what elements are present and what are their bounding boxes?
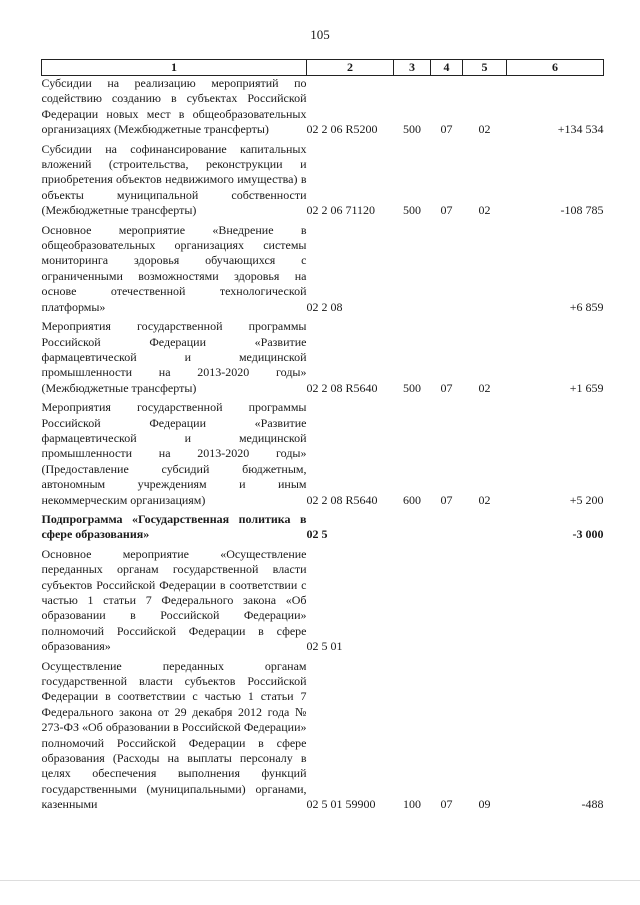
header-col-5: 5 [463,60,507,76]
row-code: 02 5 [306,527,328,542]
row-name: Субсидии на софинансирование капитальных вложений (строительства, реконструкции и приобретения объектов недвижимого имущества) в объекты муниципальной собственности (Межбюджетные трансферты) [41,141,307,218]
row-name: Мероприятия государственной программы Российской Федерации «Развитие фармацевтической и медицинской промышленности на 2013-2020 годы» (Межбюджетные трансферты) [41,319,307,395]
row-amount: +5 200 [569,492,604,507]
row-code: 02 2 08 R5640 [306,492,378,507]
row-expense-type: 500 [403,380,421,395]
row-subsection: 02 [478,492,491,507]
row-section: 07 [440,203,453,218]
row-amount: -488 [581,797,604,812]
row-expense-type: 600 [403,492,421,507]
row-subsection: 02 [478,122,491,137]
table-row [42,659,604,817]
header-col-1: 1 [42,60,307,76]
table-row [42,547,604,659]
row-subsection: 02 [478,380,491,395]
row-expense-type [394,223,431,319]
row-name: Основное мероприятие «Внедрение в общеобразовательных организациях системы мониторинга здоровья обучающихся с ограниченными возможностями здоровья на основе отечественной технологической платформы» [41,222,307,314]
row-expense-type: 500 [403,203,421,218]
row-name: Подпрограмма «Государственная политика в сфере образования» [41,511,307,542]
header-col-3: 3 [394,60,431,76]
table-row [42,76,604,142]
row-amount: -3 000 [572,527,604,542]
row-section [431,223,463,319]
row-expense-type: 100 [403,797,421,812]
table-row [42,223,604,319]
row-code: 02 5 01 [306,639,343,654]
row-subsection [463,512,507,547]
row-section [431,512,463,547]
row-subsection [463,223,507,319]
row-subsection [463,547,507,659]
row-amount: +6 859 [569,299,604,314]
header-col-6: 6 [507,60,604,76]
table-row [42,512,604,547]
table-row [42,319,604,400]
row-section: 07 [440,492,453,507]
table-header-row [42,60,604,76]
header-col-4: 4 [431,60,463,76]
page-bottom-edge [0,880,640,881]
header-col-2: 2 [307,60,394,76]
row-name: Субсидии на реализацию мероприятий по содействию созданию в субъектах Российской Федерации новых мест в общеобразовательных организациях (Межбюджетные трансферты) [41,76,307,137]
row-code: 02 2 08 [306,299,343,314]
row-expense-type: 500 [403,122,421,137]
table-row [42,142,604,223]
row-name: Осуществление переданных органам государственной власти субъектов Российской Федерации в соответствии с частью 1 статьи 7 Федерального закона от 29 декабря 2012 года № 273-ФЗ «Об образовании в Российской Федерации» полномочий Российской Федерации в сфере образования (Расходы на выплаты персоналу в целях обеспечения выполнения функций государственными (муниципальными) органами, казенными [41,658,307,812]
budget-table [41,59,604,817]
row-code: 02 2 06 71120 [306,203,376,218]
row-section: 07 [440,380,453,395]
row-amount [507,547,604,659]
row-amount: +134 534 [557,122,604,137]
row-expense-type [394,512,431,547]
row-subsection: 02 [478,203,491,218]
row-section: 07 [440,122,453,137]
row-subsection: 09 [478,797,491,812]
row-code: 02 5 01 59900 [306,797,376,812]
page-number: 105 [310,27,330,42]
row-section: 07 [440,797,453,812]
row-section [431,547,463,659]
row-name: Основное мероприятие «Осуществление переданных органам государственной власти субъектов Российской Федерации в соответствии с частью 1 статьи 7 Федерального закона «Об образовании в Российской Федерации» полномочий Российской Федерации в сфере образования» [41,546,307,654]
row-name: Мероприятия государственной программы Российской Федерации «Развитие фармацевтической и медицинской промышленности на 2013-2020 годы» (Предоставление субсидий бюджетным, автономным учреждениям и иным некоммерческим организациям) [41,400,307,507]
row-expense-type [394,547,431,659]
table-row [42,400,604,512]
row-amount: -108 785 [560,203,604,218]
row-code: 02 2 08 R5640 [306,380,378,395]
row-code: 02 2 06 R5200 [306,122,378,137]
row-amount: +1 659 [569,380,604,395]
